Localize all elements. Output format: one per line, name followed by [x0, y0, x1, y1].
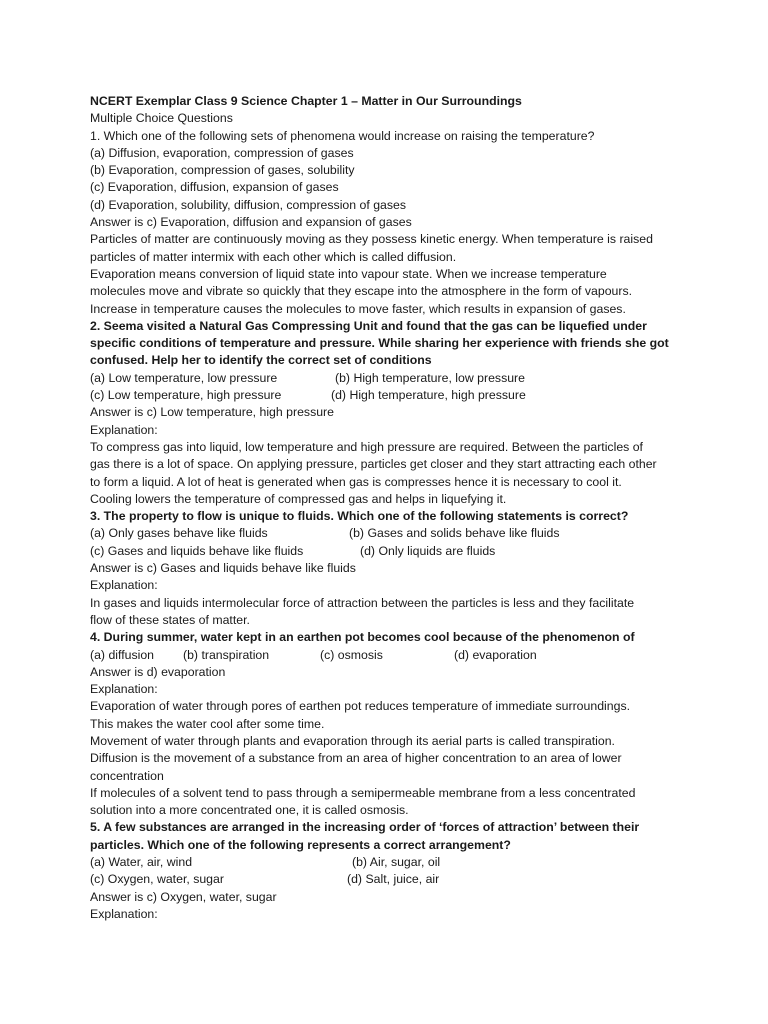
q4-option-c: (c) osmosis — [320, 647, 383, 662]
q3-options-row — [90, 543, 690, 560]
q5-answer: Answer is c) Oxygen, water, sugar — [90, 889, 277, 904]
document-title: NCERT Exemplar Class 9 Science Chapter 1 – Matter in Our Surroundings — [90, 94, 522, 108]
q2-question: confused. Help her to identify the correct set of conditions — [90, 353, 432, 368]
q4-explanation-line: concentration — [90, 768, 164, 783]
section-heading: Multiple Choice Questions — [90, 111, 233, 126]
q1-option-c: (c) Evaporation, diffusion, expansion of gases — [90, 180, 339, 195]
q2-options-row — [90, 370, 690, 387]
q5-question: 5. A few substances are arranged in the increasing order of ‘forces of attraction’ between their — [90, 820, 640, 835]
q3-option-a: (a) Only gases behave like fluids — [90, 526, 268, 541]
q1-option-d: (d) Evaporation, solubility, diffusion, compression of gases — [90, 197, 407, 212]
q2-option-c: (c) Low temperature, high pressure — [90, 388, 282, 403]
q1-answer: Answer is c) Evaporation, diffusion and expansion of gases — [90, 215, 412, 230]
q3-explanation-line: In gases and liquids intermolecular force of attraction between the particles is less and they facilitate — [90, 595, 635, 610]
q1-explanation-line: molecules move and vibrate so quickly that they escape into the atmosphere in the form of vapours. — [90, 284, 633, 299]
q4-option-b: (b) transpiration — [183, 647, 270, 662]
q4-question: 4. During summer, water kept in an earthen pot becomes cool because of the phenomenon of — [90, 630, 635, 645]
q4-explanation-line: If molecules of a solvent tend to pass through a semipermeable membrane from a less concentrated — [90, 785, 636, 800]
q2-explanation-label: Explanation: — [90, 422, 158, 437]
q4-explanation-line: This makes the water cool after some time. — [90, 716, 325, 731]
q1-option-a: (a) Diffusion, evaporation, compression of gases — [90, 145, 354, 160]
q2-question: specific conditions of temperature and pressure. While sharing her experience with friends she got — [90, 336, 669, 351]
q3-answer: Answer is c) Gases and liquids behave like fluids — [90, 561, 356, 576]
q2-explanation-line: Cooling lowers the temperature of compressed gas and helps in liquefying it. — [90, 491, 507, 506]
q5-options-row — [90, 871, 690, 888]
q1-explanation-line: particles of matter intermix with each other which is called diffusion. — [90, 249, 457, 264]
q1-explanation-line: Evaporation means conversion of liquid state into vapour state. When we increase temperature — [90, 266, 607, 281]
q2-explanation-line: gas there is a lot of space. On applying pressure, particles get closer and they start attracting each other — [90, 457, 657, 472]
q5-option-b: (b) Air, sugar, oil — [352, 855, 441, 870]
q1-explanation-line: Particles of matter are continuously moving as they possess kinetic energy. When temperature is raised — [90, 232, 653, 247]
q5-options-row — [90, 854, 690, 871]
q4-explanation-line: Movement of water through plants and evaporation through its aerial parts is called transpiration. — [90, 733, 615, 748]
q2-option-a: (a) Low temperature, low pressure — [90, 370, 278, 385]
q3-explanation-label: Explanation: — [90, 578, 158, 593]
q5-option-a: (a) Water, air, wind — [90, 855, 193, 870]
q4-explanation-line: Diffusion is the movement of a substance from an area of higher concentration to an area of lower — [90, 751, 622, 766]
q3-option-d: (d) Only liquids are fluids — [360, 543, 496, 558]
q1-explanation-line: Increase in temperature causes the molecules to move faster, which results in expansion of gases. — [90, 301, 626, 316]
q2-explanation-line: To compress gas into liquid, low temperature and high pressure are required. Between the particles of — [90, 439, 643, 454]
q5-option-c: (c) Oxygen, water, sugar — [90, 872, 224, 887]
q4-options-row — [90, 647, 690, 664]
document-page — [90, 93, 690, 923]
q4-option-d: (d) evaporation — [454, 647, 537, 662]
q3-question: 3. The property to flow is unique to fluids. Which one of the following statements is correct? — [90, 509, 629, 524]
q3-option-b: (b) Gases and solids behave like fluids — [349, 526, 560, 541]
q1-question: 1. Which one of the following sets of phenomena would increase on raising the temperature? — [90, 128, 595, 143]
q2-option-d: (d) High temperature, high pressure — [331, 388, 526, 403]
q2-option-b: (b) High temperature, low pressure — [335, 370, 525, 385]
q1-option-b: (b) Evaporation, compression of gases, solubility — [90, 163, 355, 178]
q4-answer: Answer is d) evaporation — [90, 664, 226, 679]
q3-options-row — [90, 525, 690, 542]
q4-explanation-line: solution into a more concentrated one, it is called osmosis. — [90, 803, 409, 818]
q5-explanation-label: Explanation: — [90, 906, 158, 921]
q2-question: 2. Seema visited a Natural Gas Compressing Unit and found that the gas can be liquefied under — [90, 318, 647, 333]
q5-option-d: (d) Salt, juice, air — [347, 872, 440, 887]
q3-explanation-line: flow of these states of matter. — [90, 612, 250, 627]
q4-explanation-line: Evaporation of water through pores of earthen pot reduces temperature of immediate surroundings. — [90, 699, 631, 714]
q2-explanation-line: to form a liquid. A lot of heat is generated when gas is compresses hence it is necessary to cool it. — [90, 474, 622, 489]
q2-options-row — [90, 387, 690, 404]
q5-question: particles. Which one of the following represents a correct arrangement? — [90, 837, 511, 852]
q4-option-a: (a) diffusion — [90, 647, 155, 662]
q4-explanation-label: Explanation: — [90, 682, 158, 697]
q2-answer: Answer is c) Low temperature, high pressure — [90, 405, 334, 420]
q3-option-c: (c) Gases and liquids behave like fluids — [90, 543, 304, 558]
